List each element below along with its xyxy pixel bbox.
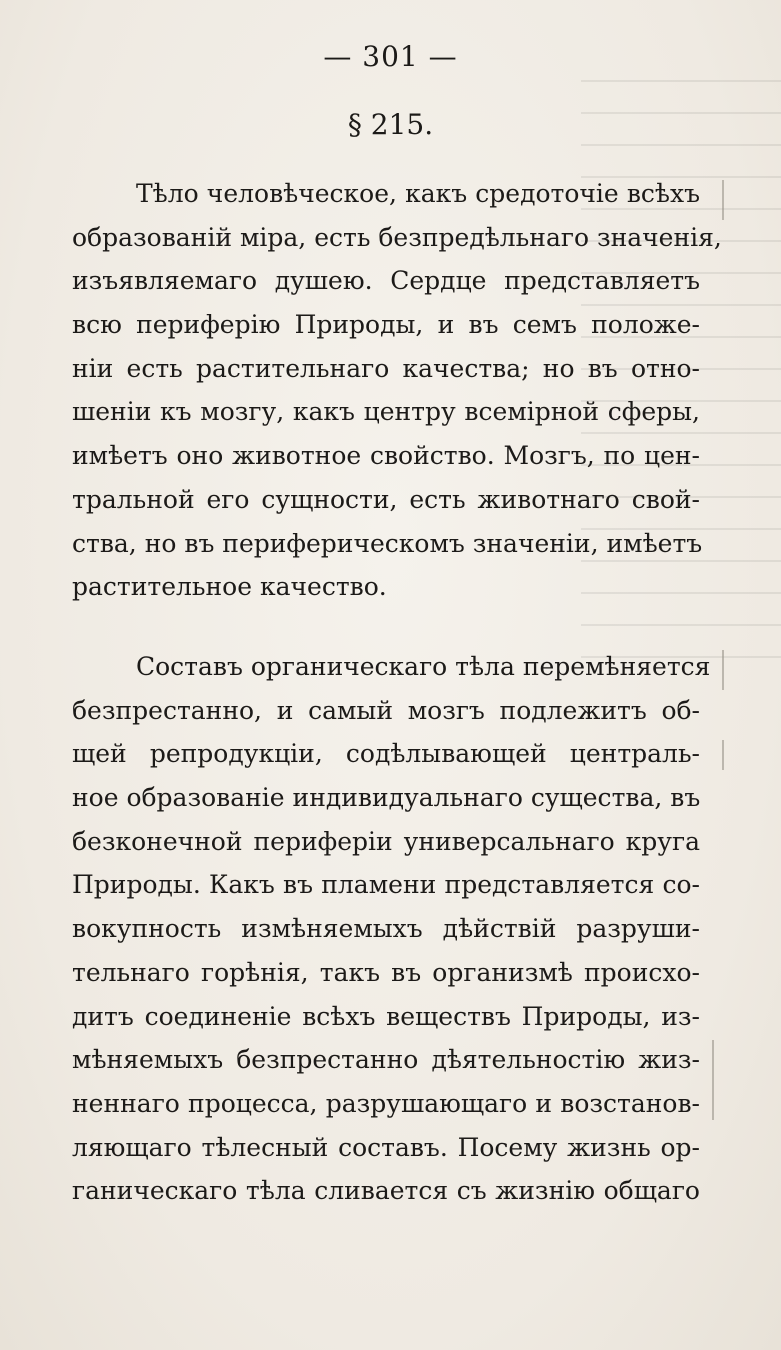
section-heading: § 215. (347, 108, 434, 141)
margin-mark (722, 740, 724, 770)
text-line: вокупность измѣняемыхъ дѣйствій разруши- (72, 914, 700, 944)
margin-mark (722, 650, 724, 690)
text-line: безконечной периферіи универсальнаго круга (72, 826, 700, 856)
text-line: всю периферію Природы, и въ семъ положе- (72, 310, 700, 340)
text-line: мѣняемыхъ безпрестанно дѣятельностію жиз- (72, 1045, 700, 1075)
text-line: безпрестанно, и самый мозгъ подлежитъ об- (72, 695, 700, 725)
paragraph-1 (72, 172, 722, 609)
margin-mark (712, 1040, 714, 1120)
page-number: — 301 — (323, 40, 458, 73)
text-line: Тѣло человѣческое, какъ средоточіе всѣхъ (136, 179, 700, 208)
text-line: ніи есть растительнаго качества; но въ отно- (72, 353, 700, 383)
paragraph-2 (72, 645, 711, 1213)
text-line: ляющаго тѣлесный составъ. Посему жизнь ор- (72, 1132, 700, 1162)
text-line: изъявляемаго душею. Сердце представляетъ (72, 266, 700, 296)
text-line: имѣетъ оно животное свойство. Мозгъ, по цен- (72, 441, 700, 471)
text-line: неннаго процесса, разрушающаго и возстанов- (72, 1088, 700, 1118)
text-line: Составъ органическаго тѣла перемѣняется (136, 652, 711, 681)
text-line: Природы. Какъ въ пламени представляется со- (72, 870, 700, 900)
text-line: ства, но въ периферическомъ значеніи, имѣетъ (72, 528, 703, 558)
margin-mark (722, 180, 724, 220)
text-line: растительное качество. (72, 572, 387, 602)
text-line: шеніи къ мозгу, какъ центру всемірной сферы, (72, 397, 700, 427)
text-line: дитъ соединеніе всѣхъ веществъ Природы, из- (72, 1001, 700, 1031)
text-line: тральной его сущности, есть животнаго свой- (72, 484, 700, 514)
text-line: тельнаго горѣнія, такъ въ организмѣ происхо- (72, 957, 700, 987)
text-line: ганическаго тѣла сливается съ жизнію общаго (72, 1176, 700, 1206)
text-line: ное образованіе индивидуальнаго существа, въ (72, 783, 701, 813)
text-line: образованій міра, есть безпредѣльнаго значенія, (72, 222, 722, 252)
text-line: щей репродукціи, содѣлывающей централь- (72, 739, 700, 769)
